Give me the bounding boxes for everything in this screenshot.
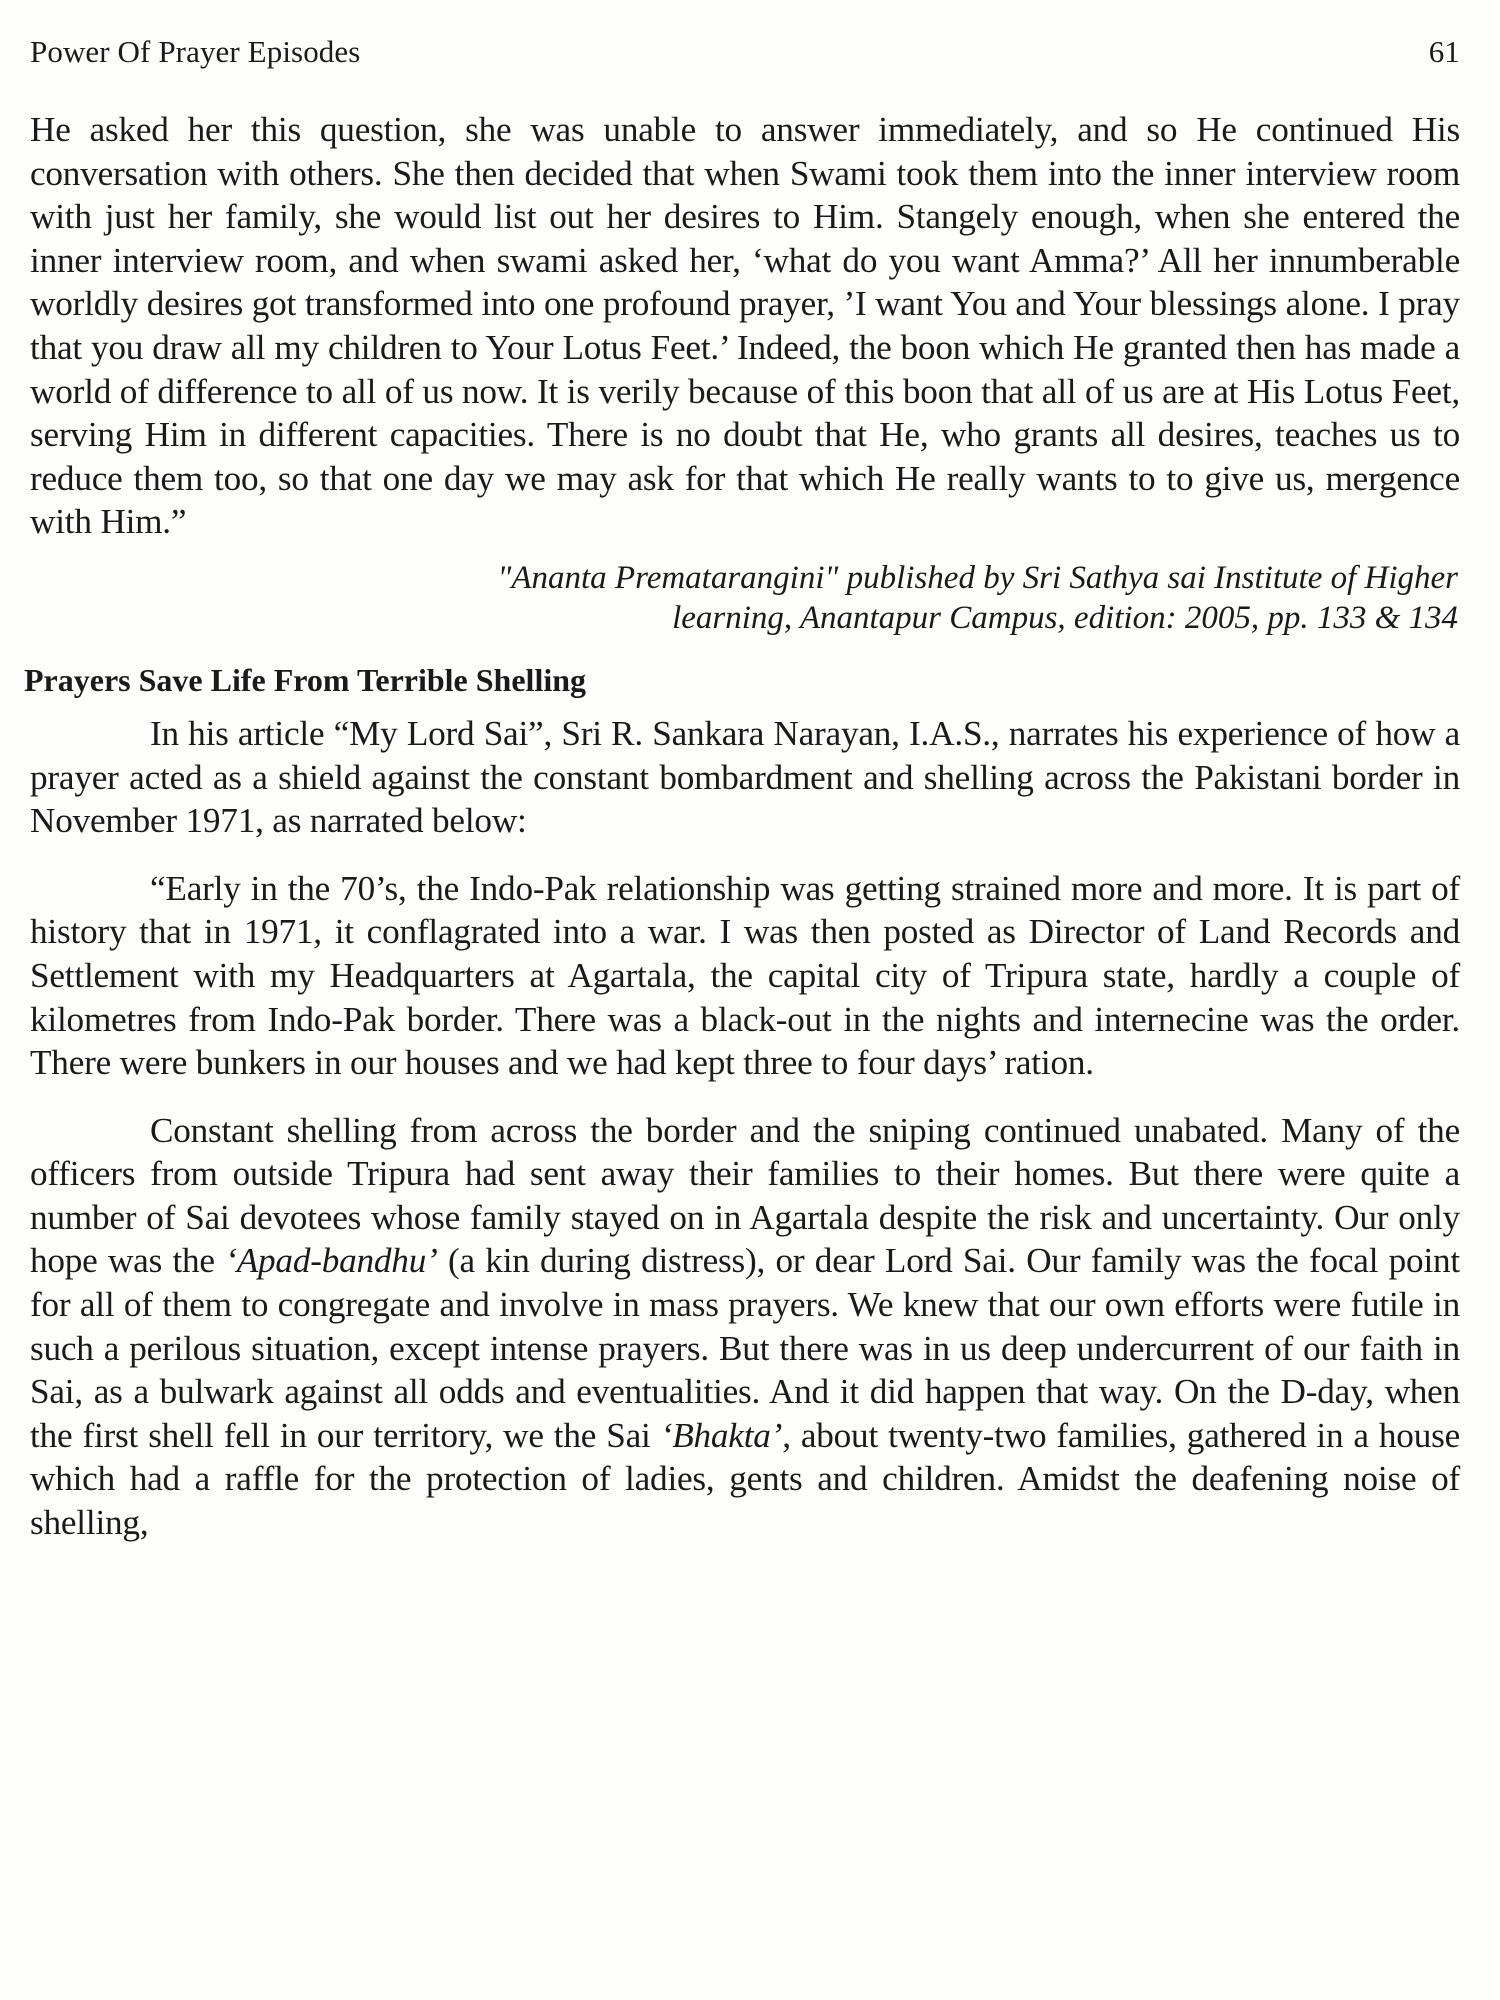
intro-paragraph: In his article “My Lord Sai”, Sri R. Sankara Narayan, I.A.S., narrates his experience of how a prayer acted as a shield against the constant bombardment and shelling across the Pakistani border in November 1971, as narrated below:	[30, 713, 1460, 841]
continued-paragraph: He asked her this question, she was unable to answer immediately, and so He continued His conversation with others. She then decided that when Swami took them into the inner interview room with just her family, she would list out her desires to Him. Stangely enough, when she entered the inner interview room, and when swami asked her, ‘what do you want Amma?’ All her innumberable worldly desires got transformed into one profound prayer, ’I want You and Your blessings alone. I pray that you draw all my children to Your Lotus Feet.’ Indeed, the boon which He granted then has made a world of difference to all of us now. It is verily because of this boon that all of us are at His Lotus Feet, serving Him in different capacities. There is no doubt that He, who grants all desires, teaches us to reduce them too, so that one day we may ask for that which He really wants to to give us, mergence with Him.”	[30, 110, 1460, 542]
book-page	[24, 0, 1460, 1545]
page-number: 61	[1428, 34, 1460, 69]
citation-line-1: "Ananta Prematarangini" published by Sri Sathya sai Institute of Higher	[497, 559, 1458, 596]
quote-paragraph-2-part-3: , about twenty-two families, gathered in a house which had a raffle for the protection of ladies, gents and children. Amidst the deafening noise of shelling,	[30, 1415, 1460, 1543]
running-title: Power Of Prayer Episodes	[30, 34, 361, 69]
running-header	[30, 34, 1460, 78]
term-apad-bandhu: ‘Apad-bandhu’	[225, 1241, 438, 1281]
quote-paragraph-1: “Early in the 70’s, the Indo-Pak relationship was getting strained more and more. It is part of history that in 1971, it conflagrated into a war. I was then posted as Director of Land Records and Settlement with my Headquarters at Agartala, the capital city of Tripura state, hardly a couple of kilometres from Indo-Pak border. There was a black-out in the nights and internecine was the order. There were bunkers in our houses and we had kept three to four days’ ration.	[30, 868, 1460, 1083]
term-bhakta: ‘Bhakta’	[660, 1415, 783, 1455]
quote-paragraph-2-part-2: (a kin during distress), or dear Lord Sai. Our family was the focal point for all of them to congregate and involve in mass prayers. We knew that our own efforts were futile in such a perilous situation, except intense prayers. But there was in us deep undercurrent of our faith in Sai, as a bulwark against all odds and eventualities. And it did happen that way. On the D-day, when the first shell fell in our territory, we the Sai	[30, 1241, 1460, 1455]
citation-line-2: learning, Anantapur Campus, edition: 2005, pp. 133 & 134	[672, 599, 1458, 636]
quote-paragraph-2-part-1: Constant shelling from across the border and the sniping continued unabated. Many of the officers from outside Tripura had sent away their families to their homes. But there were quite a number of Sai devotees whose family stayed on in Agartala despite the risk and uncertainty. Our only hope was the	[30, 1110, 1460, 1281]
citation	[30, 558, 1460, 638]
section-heading: Prayers Save Life From Terrible Shelling	[24, 661, 587, 698]
quote-paragraph-2	[30, 1109, 1460, 1545]
